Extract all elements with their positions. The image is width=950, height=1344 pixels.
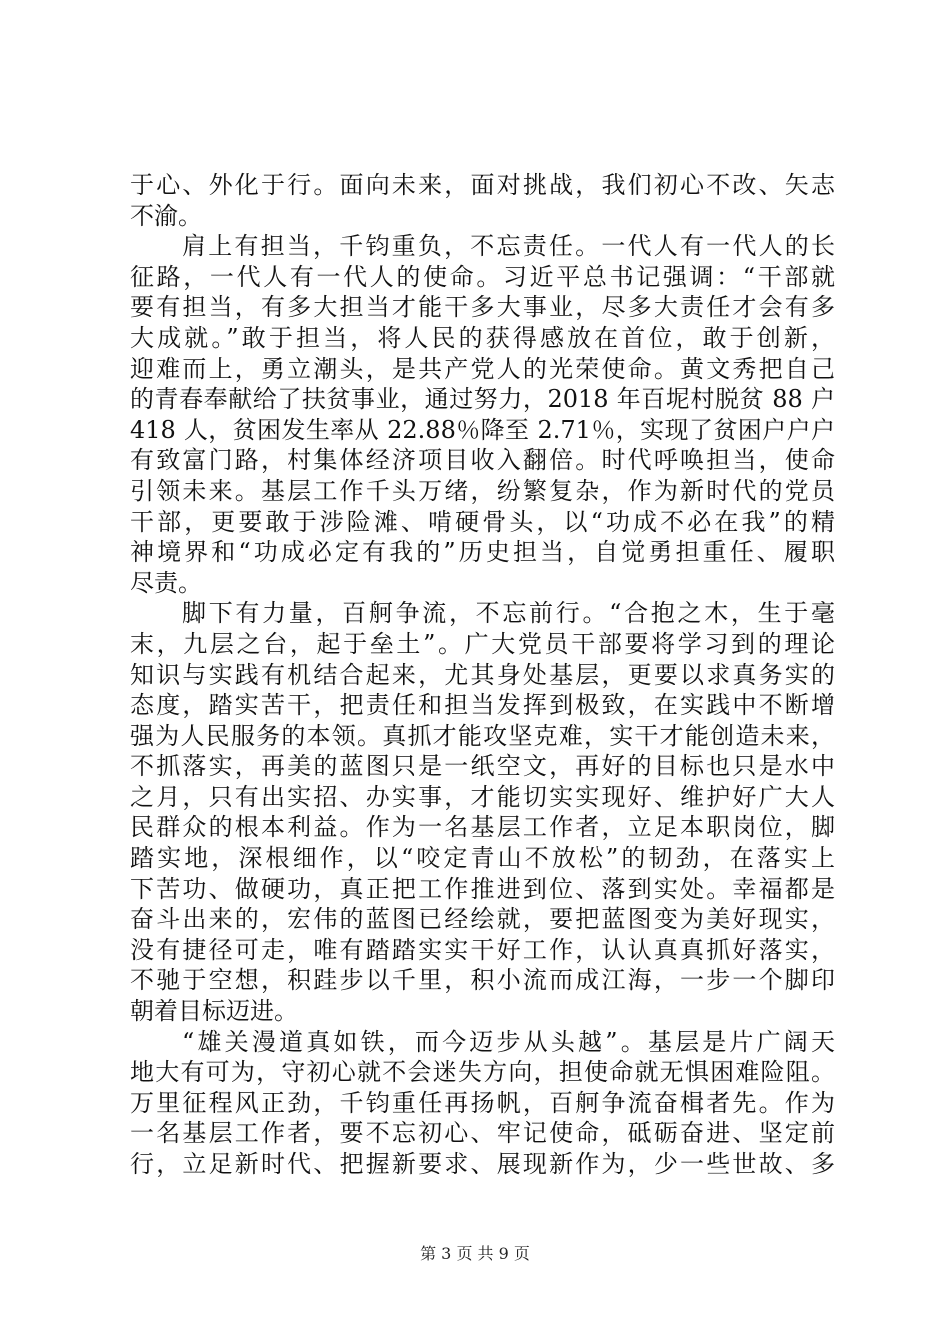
text-line: 不渝。 — [130, 201, 202, 230]
text-line: 迎难而上，勇立潮头，是共产党人的光荣使命。黄文秀把自己 — [130, 354, 835, 383]
text-line: 地大有可为，守初心就不会迷失方向，担使命就无惧困难险阻。 — [130, 1058, 835, 1087]
text-line: 于心、外化于行。面向未来，面对挑战，我们初心不改、矢志 — [130, 171, 835, 199]
text-line: 要有担当，有多大担当才能干多大事业，尽多大责任才会有多 — [130, 293, 835, 322]
text-line: 大成就。”敢于担当，将人民的获得感放在首位，敢于创新， — [130, 323, 835, 352]
text-line: 末，九层之台，起于垒土”。广大党员干部要将学习到的理论 — [130, 629, 835, 658]
text-line: 踏实地，深根细作，以“咬定青山不放松”的韧劲，在落实上 — [130, 844, 835, 873]
text-line: 引领未来。基层工作千头万绪，纷繁复杂，作为新时代的党员 — [130, 476, 835, 505]
page-number-footer: 第 3 页 共 9 页 — [420, 1244, 530, 1263]
text-line: 之月，只有出实招、办实事，才能切实实现好、维护好广大人 — [130, 782, 835, 811]
text-line: 肩上有担当，千钧重负，不忘责任。一代人有一代人的长 — [182, 232, 835, 261]
text-line: 下苦功、做硬功，真正把工作推进到位、落到实处。幸福都是 — [130, 874, 835, 903]
text-line: 的青春奉献给了扶贫事业，通过努力，2018 年百坭村脱贫 88 户 — [130, 385, 835, 414]
text-line: 奋斗出来的，宏伟的蓝图已经绘就，要把蓝图变为美好现实， — [130, 905, 835, 934]
text-line: 有致富门路，村集体经济项目收入翻倍。时代呼唤担当，使命 — [130, 446, 835, 475]
text-line: 万里征程风正劲，千钧重任再扬帆，百舸争流奋楫者先。作为 — [130, 1088, 835, 1117]
text-line: 418 人，贫困发生率从 22.88％降至 2.71％，实现了贫困户户户 — [130, 415, 835, 444]
text-line: 一名基层工作者，要不忘初心、牢记使命，砥砺奋进、坚定前 — [130, 1119, 835, 1148]
text-line: 知识与实践有机结合起来，尤其身处基层，更要以求真务实的 — [130, 660, 835, 689]
text-line: 态度，踏实苦干，把责任和担当发挥到极致，在实践中不断增 — [130, 691, 835, 720]
text-line: 征路，一代人有一代人的使命。习近平总书记强调：“干部就 — [130, 262, 835, 291]
text-line: “雄关漫道真如铁，而今迈步从头越”。基层是片广阔天 — [182, 1027, 835, 1056]
text-line: 脚下有力量，百舸争流，不忘前行。“合抱之木，生于毫 — [182, 599, 835, 628]
text-line: 不驰于空想，积跬步以千里，积小流而成江海，一步一个脚印 — [130, 966, 835, 995]
text-line: 朝着目标迈进。 — [130, 997, 298, 1026]
body-text — [130, 170, 835, 1180]
text-line: 没有捷径可走，唯有踏踏实实干好工作，认认真真抓好落实， — [130, 935, 835, 964]
text-line: 民群众的根本利益。作为一名基层工作者，立足本职岗位，脚 — [130, 813, 835, 842]
text-line: 行，立足新时代、把握新要求、展现新作为，少一些世故、多 — [130, 1150, 835, 1178]
text-line: 干部，更要敢于涉险滩、啃硬骨头，以“功成不必在我”的精 — [130, 507, 835, 536]
text-line: 尽责。 — [130, 568, 202, 597]
text-line: 不抓落实，再美的蓝图只是一纸空文，再好的目标也只是水中 — [130, 752, 835, 781]
text-line: 神境界和“功成必定有我的”历史担当，自觉勇担重任、履职 — [130, 538, 835, 567]
text-line: 强为人民服务的本领。真抓才能攻坚克难，实干才能创造未来， — [130, 721, 835, 750]
